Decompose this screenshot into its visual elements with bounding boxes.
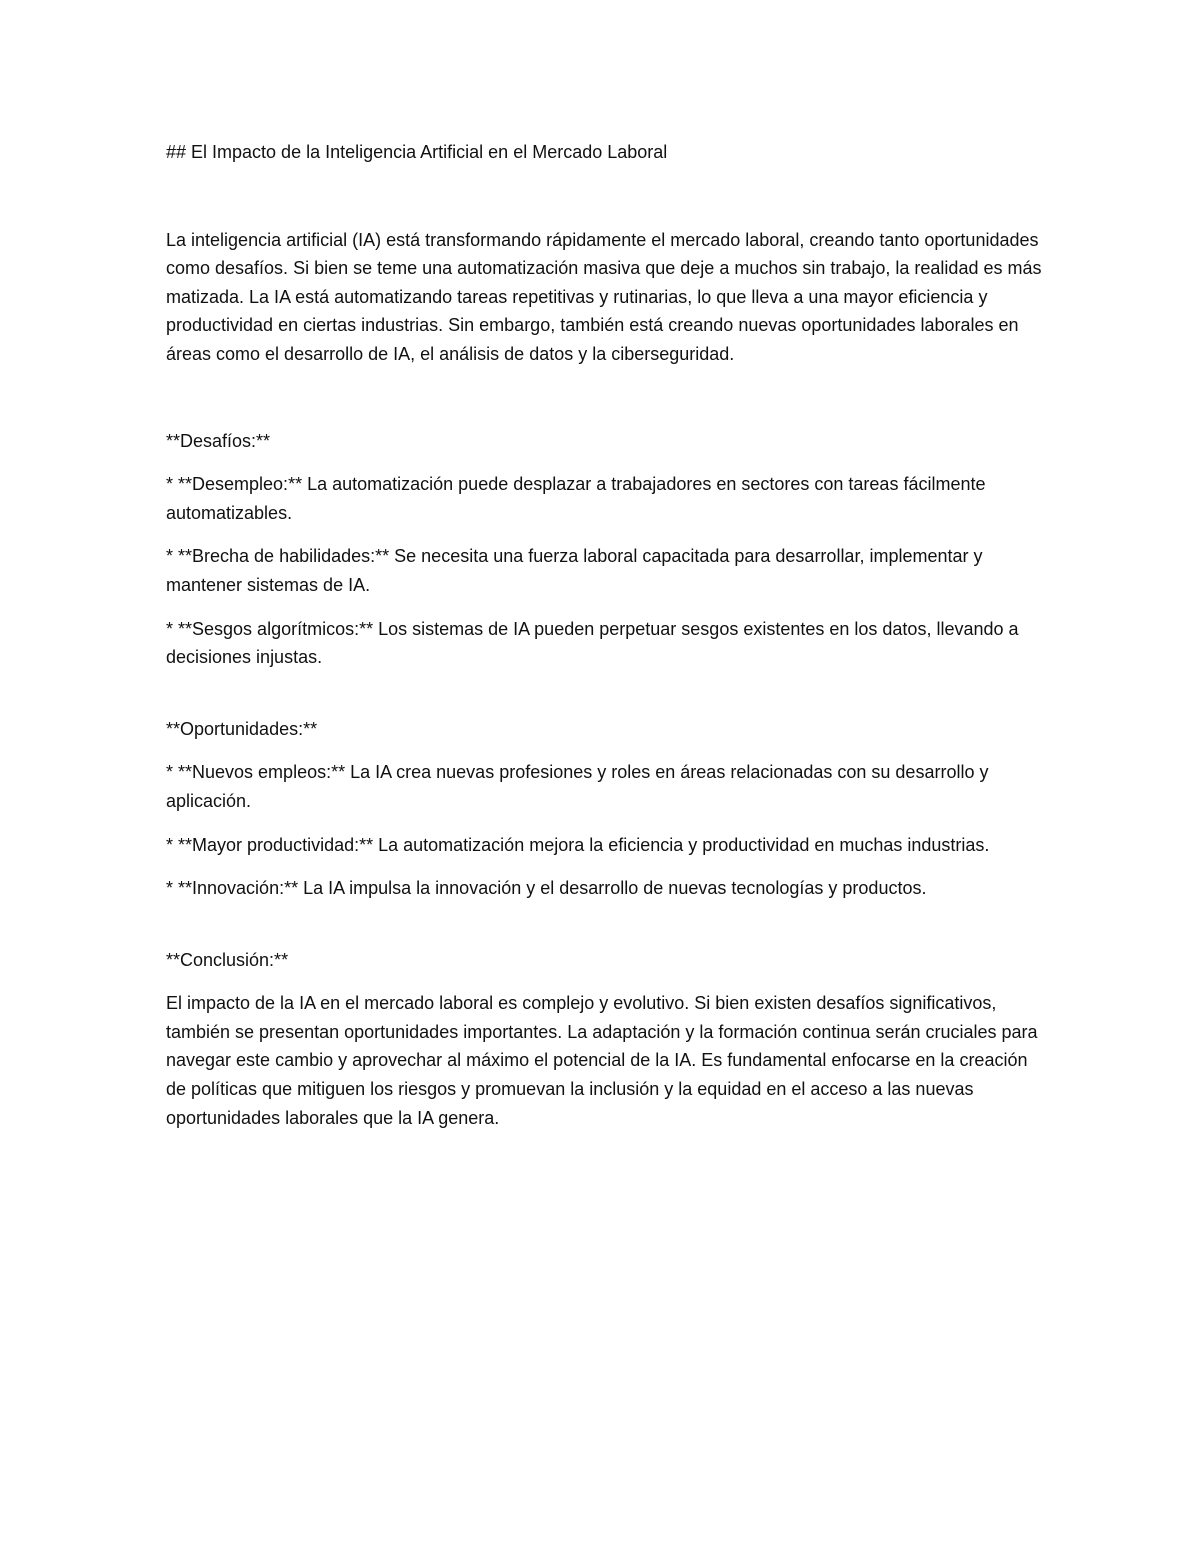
document-content (166, 138, 1046, 1132)
conclusion-section (166, 946, 1046, 1133)
opportunities-section (166, 715, 1046, 903)
opportunity-item-productivity: * **Mayor productividad:** La automatización mejora la eficiencia y productividad en muchas industrias. (166, 834, 990, 855)
intro-paragraph: La inteligencia artificial (IA) está transformando rápidamente el mercado laboral, creando tanto oportunidades como desafíos. Si bien se teme una automatización masiva que deje a muchos sin trabajo, la realidad es más matizada. La IA está automatizando tareas repetitivas y rutinarias, lo que lleva a una mayor eficiencia y productividad en ciertas industrias. Sin embargo, también está creando nuevas oportunidades laborales en áreas como el desarrollo de IA, el análisis de datos y la ciberseguridad. (166, 229, 1042, 364)
opportunity-item-innovation: * **Innovación:** La IA impulsa la innovación y el desarrollo de nuevas tecnologías y productos. (166, 878, 927, 899)
challenge-item-algorithmic-bias: * **Sesgos algorítmicos:** Los sistemas de IA pueden perpetuar sesgos existentes en los datos, llevando a decisiones injustas. (166, 618, 1019, 668)
challenge-item-unemployment: * **Desempleo:** La automatización puede desplazar a trabajadores en sectores con tareas fácilmente automatizables. (166, 474, 986, 523)
challenge-item-skills-gap: * **Brecha de habilidades:** Se necesita una fuerza laboral capacitada para desarrollar, implementar y mantener sistemas de IA. (166, 546, 983, 595)
opportunity-item-new-jobs: * **Nuevos empleos:** La IA crea nuevas profesiones y roles en áreas relacionadas con su desarrollo y aplicación. (166, 762, 989, 811)
opportunities-heading: **Oportunidades:** (166, 718, 318, 739)
challenges-section (166, 427, 1046, 672)
conclusion-heading: **Conclusión:** (166, 949, 289, 970)
conclusion-paragraph: El impacto de la IA en el mercado laboral es complejo y evolutivo. Si bien existen desafíos significativos, también se presentan oportunidades importantes. La adaptación y la formación continua serán cruciales para navegar este cambio y aprovechar al máximo el potencial de la IA. Es fundamental enfocarse en la creación de políticas que mitiguen los riesgos y promuevan la inclusión y la equidad en el acceso a las nuevas oportunidades laborales que la IA genera. (166, 993, 1038, 1128)
document-title: ## El Impacto de la Inteligencia Artificial en el Mercado Laboral (166, 142, 668, 162)
challenges-heading: **Desafíos:** (166, 430, 271, 451)
